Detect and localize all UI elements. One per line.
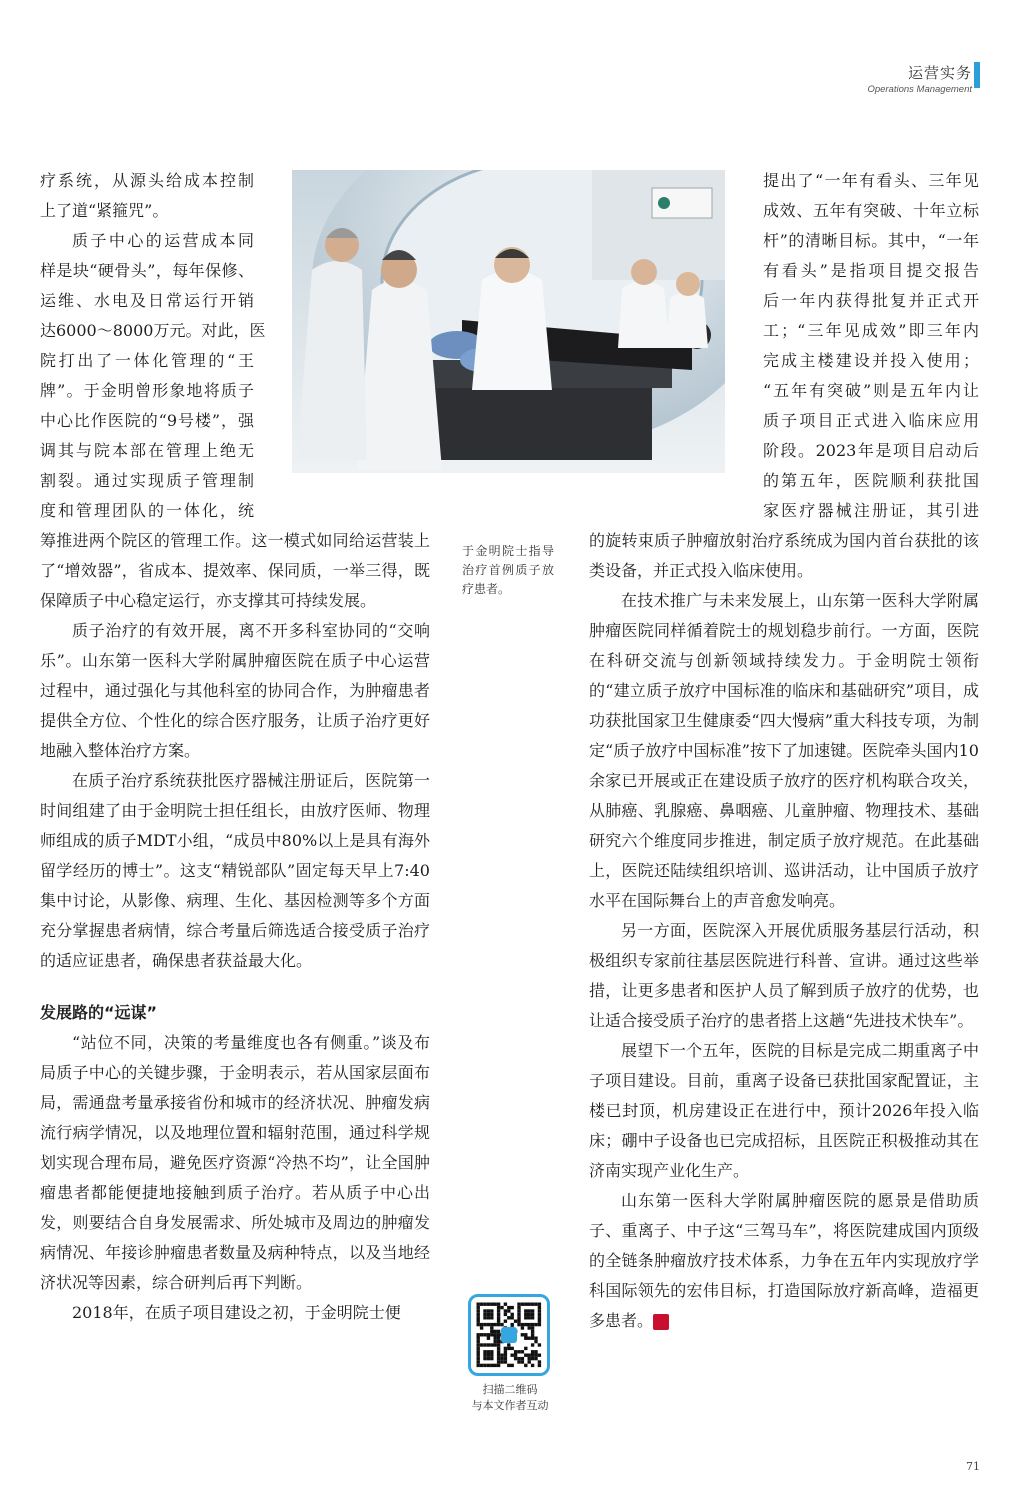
text-line: 工；“三年见成效”即三年内 <box>763 321 979 340</box>
section-title-en: Operations Management <box>867 84 972 95</box>
text-line: 院打出了一体化管理的“王 <box>40 351 254 370</box>
text-line: 家医疗器械注册证，其引进 <box>763 501 979 520</box>
text-line: 中心比作医院的“9号楼”，强 <box>40 411 254 430</box>
qr-code-icon <box>471 1297 547 1373</box>
page-number: 71 <box>966 1460 980 1473</box>
text-line: 达6000～8000万元。对此，医 <box>40 321 266 340</box>
section-header <box>867 62 972 95</box>
paragraph: 的旋转束质子肿瘤放射治疗系统成为国内首台获批的该类设备，并正式投入临床使用。 <box>589 531 979 580</box>
text-line: 提出了“一年有看头、三年见 <box>763 171 979 190</box>
end-mark-icon: 健 <box>653 1314 669 1330</box>
paragraph: 在质子治疗系统获批医疗器械注册证后，医院第一时间组建了由于金明院士担任组长，由放疗医师、物理师组成的质子MDT小组，“成员中80%以上是具有海外留学经历的博士”。这支“精锐部队”固定每天早上7:40集中讨论，从影像、病理、生化、基因检测等多个方面充分掌握患者病情，综合考量后筛选适合接受质子治疗的适应证患者，确保患者获益最大化。 <box>40 771 430 970</box>
paragraph: 2018年，在质子项目建设之初，于金明院士便 <box>72 1303 401 1322</box>
text-line: 阶段。2023年是项目启动后 <box>763 441 979 460</box>
paragraph: “站位不同，决策的考量维度也各有侧重。”谈及布局质子中心的关键步骤，于金明表示，若从国家层面布局，需通盘考量承接省份和城市的经济状况、肿瘤发病流行病学情况，以及地理位置和辐射范围，通过科学规划实现合理布局，避免医疗资源“冷热不均”，让全国肿瘤患者都能便捷地接触到质子治疗。若从质子中心出发，则要结合自身发展需求、所处城市及周边的肿瘤发病情况、年接诊肿瘤患者数量及病种特点，以及当地经济状况等因素，综合研判后再下判断。 <box>40 1033 430 1292</box>
article-photo <box>292 170 725 473</box>
section-heading: 发展路的“远谋” <box>40 1003 158 1022</box>
qr-caption <box>455 1382 565 1414</box>
text-line: 割裂。通过实现质子管理制 <box>40 471 254 490</box>
text-line: 质子项目正式进入临床应用 <box>763 411 979 430</box>
qr-caption-line2: 与本文作者互动 <box>471 1399 549 1412</box>
text-line: 有看头”是指项目提交报告 <box>763 261 979 280</box>
closing-paragraph-text: 山东第一医科大学附属肿瘤医院的愿景是借助质子、重离子、中子这“三驾马车”，将医院建成国内顶级的全链条肿瘤放疗技术体系，力争在五年内实现放疗学科国际领先的宏伟目标，打造国际放疗新高峰，造福更多患者。 <box>589 1191 979 1330</box>
text-line: “五年有突破”则是五年内让 <box>763 381 979 400</box>
header-accent-bar <box>974 62 980 88</box>
text-line: 调其与院本部在管理上绝无 <box>40 441 254 460</box>
qr-caption-line1: 扫描二维码 <box>482 1383 538 1396</box>
text-line: 的第五年，医院顺利获批国 <box>763 471 979 490</box>
left-column-main <box>40 526 430 1328</box>
text-line: 成效、五年有突破、十年立标 <box>763 201 979 220</box>
right-column-main <box>589 526 979 1336</box>
text-line: 样是块“硬骨头”，每年保修、 <box>40 261 254 280</box>
photo-caption: 于金明院士指导治疗首例质子放疗患者。 <box>462 544 554 596</box>
paragraph: 在技术推广与未来发展上，山东第一医科大学附属肿瘤医院同样循着院士的规划稳步前行。一方面，医院在科研交流与创新领域持续发力。于金明院士领衔的“建立质子放疗中国标准的临床和基础研究”项目，成功获批国家卫生健康委“四大慢病”重大科技专项，为制定“质子放疗中国标准”按下了加速键。医院牵头国内10余家已开展或正在建设质子放疗的医疗机构联合攻关，从肺癌、乳腺癌、鼻咽癌、儿童肿瘤、物理技术、基础研究六个维度同步推进，制定质子放疗规范。在此基础上，医院还陆续组织培训、巡讲活动，让中国质子放疗水平在国际舞台上的声音愈发响亮。 <box>589 591 979 910</box>
paragraph: 另一方面，医院深入开展优质服务基层行活动，积极组织专家前往基层医院进行科普、宣讲。通过这些举措，让更多患者和医护人员了解到质子放疗的优势，也让适合接受质子治疗的患者搭上这趟“先进技术快车”。 <box>589 921 979 1030</box>
text-line: 杆”的清晰目标。其中，“一年 <box>763 231 979 250</box>
section-title-cn: 运营实务 <box>907 64 972 82</box>
text-line: 运维、水电及日常运行开销 <box>40 291 254 310</box>
text-line: 上了道“紧箍咒”。 <box>40 201 169 220</box>
paragraph: 筹推进两个院区的管理工作。这一模式如同给运营装上了“增效器”，省成本、提效率、保同质，一举三得，既保障质子中心稳定运行，亦支撑其可持续发展。 <box>40 531 430 610</box>
text-line: 质子中心的运营成本同 <box>72 231 254 250</box>
text-line: 完成主楼建设并投入使用； <box>763 351 979 370</box>
qr-code[interactable] <box>468 1294 550 1376</box>
photo-illustration <box>292 170 725 473</box>
text-line: 疗系统，从源头给成本控制 <box>40 171 254 190</box>
right-column-top <box>763 166 979 526</box>
paragraph: 展望下一个五年，医院的目标是完成二期重离子中子项目建设。目前，重离子设备已获批国家配置证，主楼已封顶，机房建设正在进行中，预计2026年投入临床；硼中子设备也已完成招标，且医院正积极推动其在济南实现产业化生产。 <box>589 1041 979 1180</box>
paragraph: 质子治疗的有效开展，离不开多科室协同的“交响乐”。山东第一医科大学附属肿瘤医院在质子中心运营过程中，通过强化与其他科室的协同合作，为肿瘤患者提供全方位、个性化的综合医疗服务，让质子治疗更好地融入整体治疗方案。 <box>40 621 430 760</box>
text-line: 后一年内获得批复并正式开 <box>763 291 979 310</box>
text-line: 度和管理团队的一体化，统 <box>40 501 254 520</box>
left-column-top <box>40 166 266 526</box>
paragraph <box>589 1186 979 1336</box>
text-line: 牌”。于金明曾形象地将质子 <box>40 381 254 400</box>
